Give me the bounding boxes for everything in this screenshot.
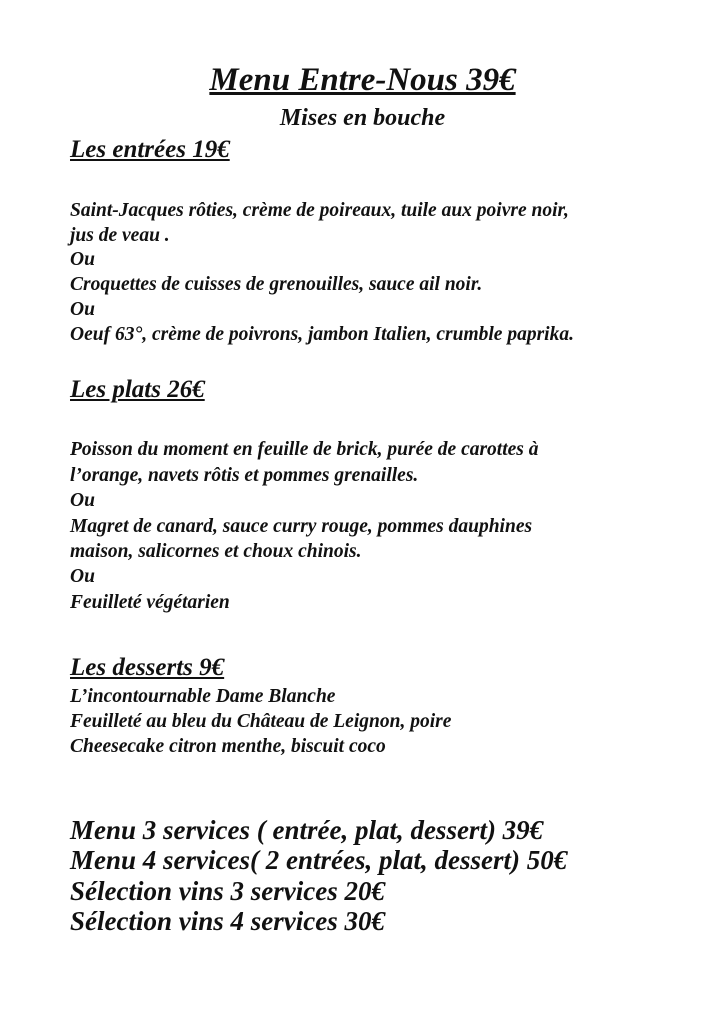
pricing-line: Menu 4 services( 2 entrées, plat, dessert) 50€	[70, 845, 568, 875]
desserts-line: L’incontournable Dame Blanche	[70, 686, 336, 707]
plats-line: Feuilleté végétarien	[70, 592, 230, 613]
desserts-line: Feuilleté au bleu du Château de Leignon, poire	[70, 711, 452, 732]
plats-line: maison, salicornes et choux chinois.	[70, 541, 362, 562]
desserts-line: Cheesecake citron menthe, biscuit coco	[70, 736, 386, 757]
plats-line: Poisson du moment en feuille de brick, purée de carottes à	[70, 439, 539, 460]
entrees-line: Ou	[70, 249, 95, 270]
plats-line: l’orange, navets rôtis et pommes grenailles.	[70, 465, 419, 486]
plats-heading: Les plats 26€	[70, 376, 205, 403]
menu-subtitle: Mises en bouche	[279, 105, 446, 131]
desserts-heading: Les desserts 9€	[70, 654, 225, 681]
pricing-line: Menu 3 services ( entrée, plat, dessert) 39€	[70, 815, 544, 845]
pricing-line: Sélection vins 4 services 30€	[70, 906, 385, 936]
plats-line: Ou	[70, 490, 95, 511]
entrees-line: Croquettes de cuisses de grenouilles, sauce ail noir.	[70, 274, 483, 295]
menu-title: Menu Entre-Nous 39€	[209, 62, 516, 98]
entrees-heading: Les entrées 19€	[70, 136, 230, 163]
entrees-line: Ou	[70, 299, 95, 320]
entrees-line: Saint-Jacques rôties, crème de poireaux, tuile aux poivre noir,	[70, 200, 569, 221]
plats-line: Ou	[70, 566, 95, 587]
plats-line: Magret de canard, sauce curry rouge, pommes dauphines	[70, 516, 533, 537]
entrees-line: jus de veau .	[70, 225, 170, 246]
entrees-line: Oeuf 63°, crème de poivrons, jambon Italien, crumble paprika.	[70, 324, 574, 345]
pricing-line: Sélection vins 3 services 20€	[70, 876, 385, 906]
